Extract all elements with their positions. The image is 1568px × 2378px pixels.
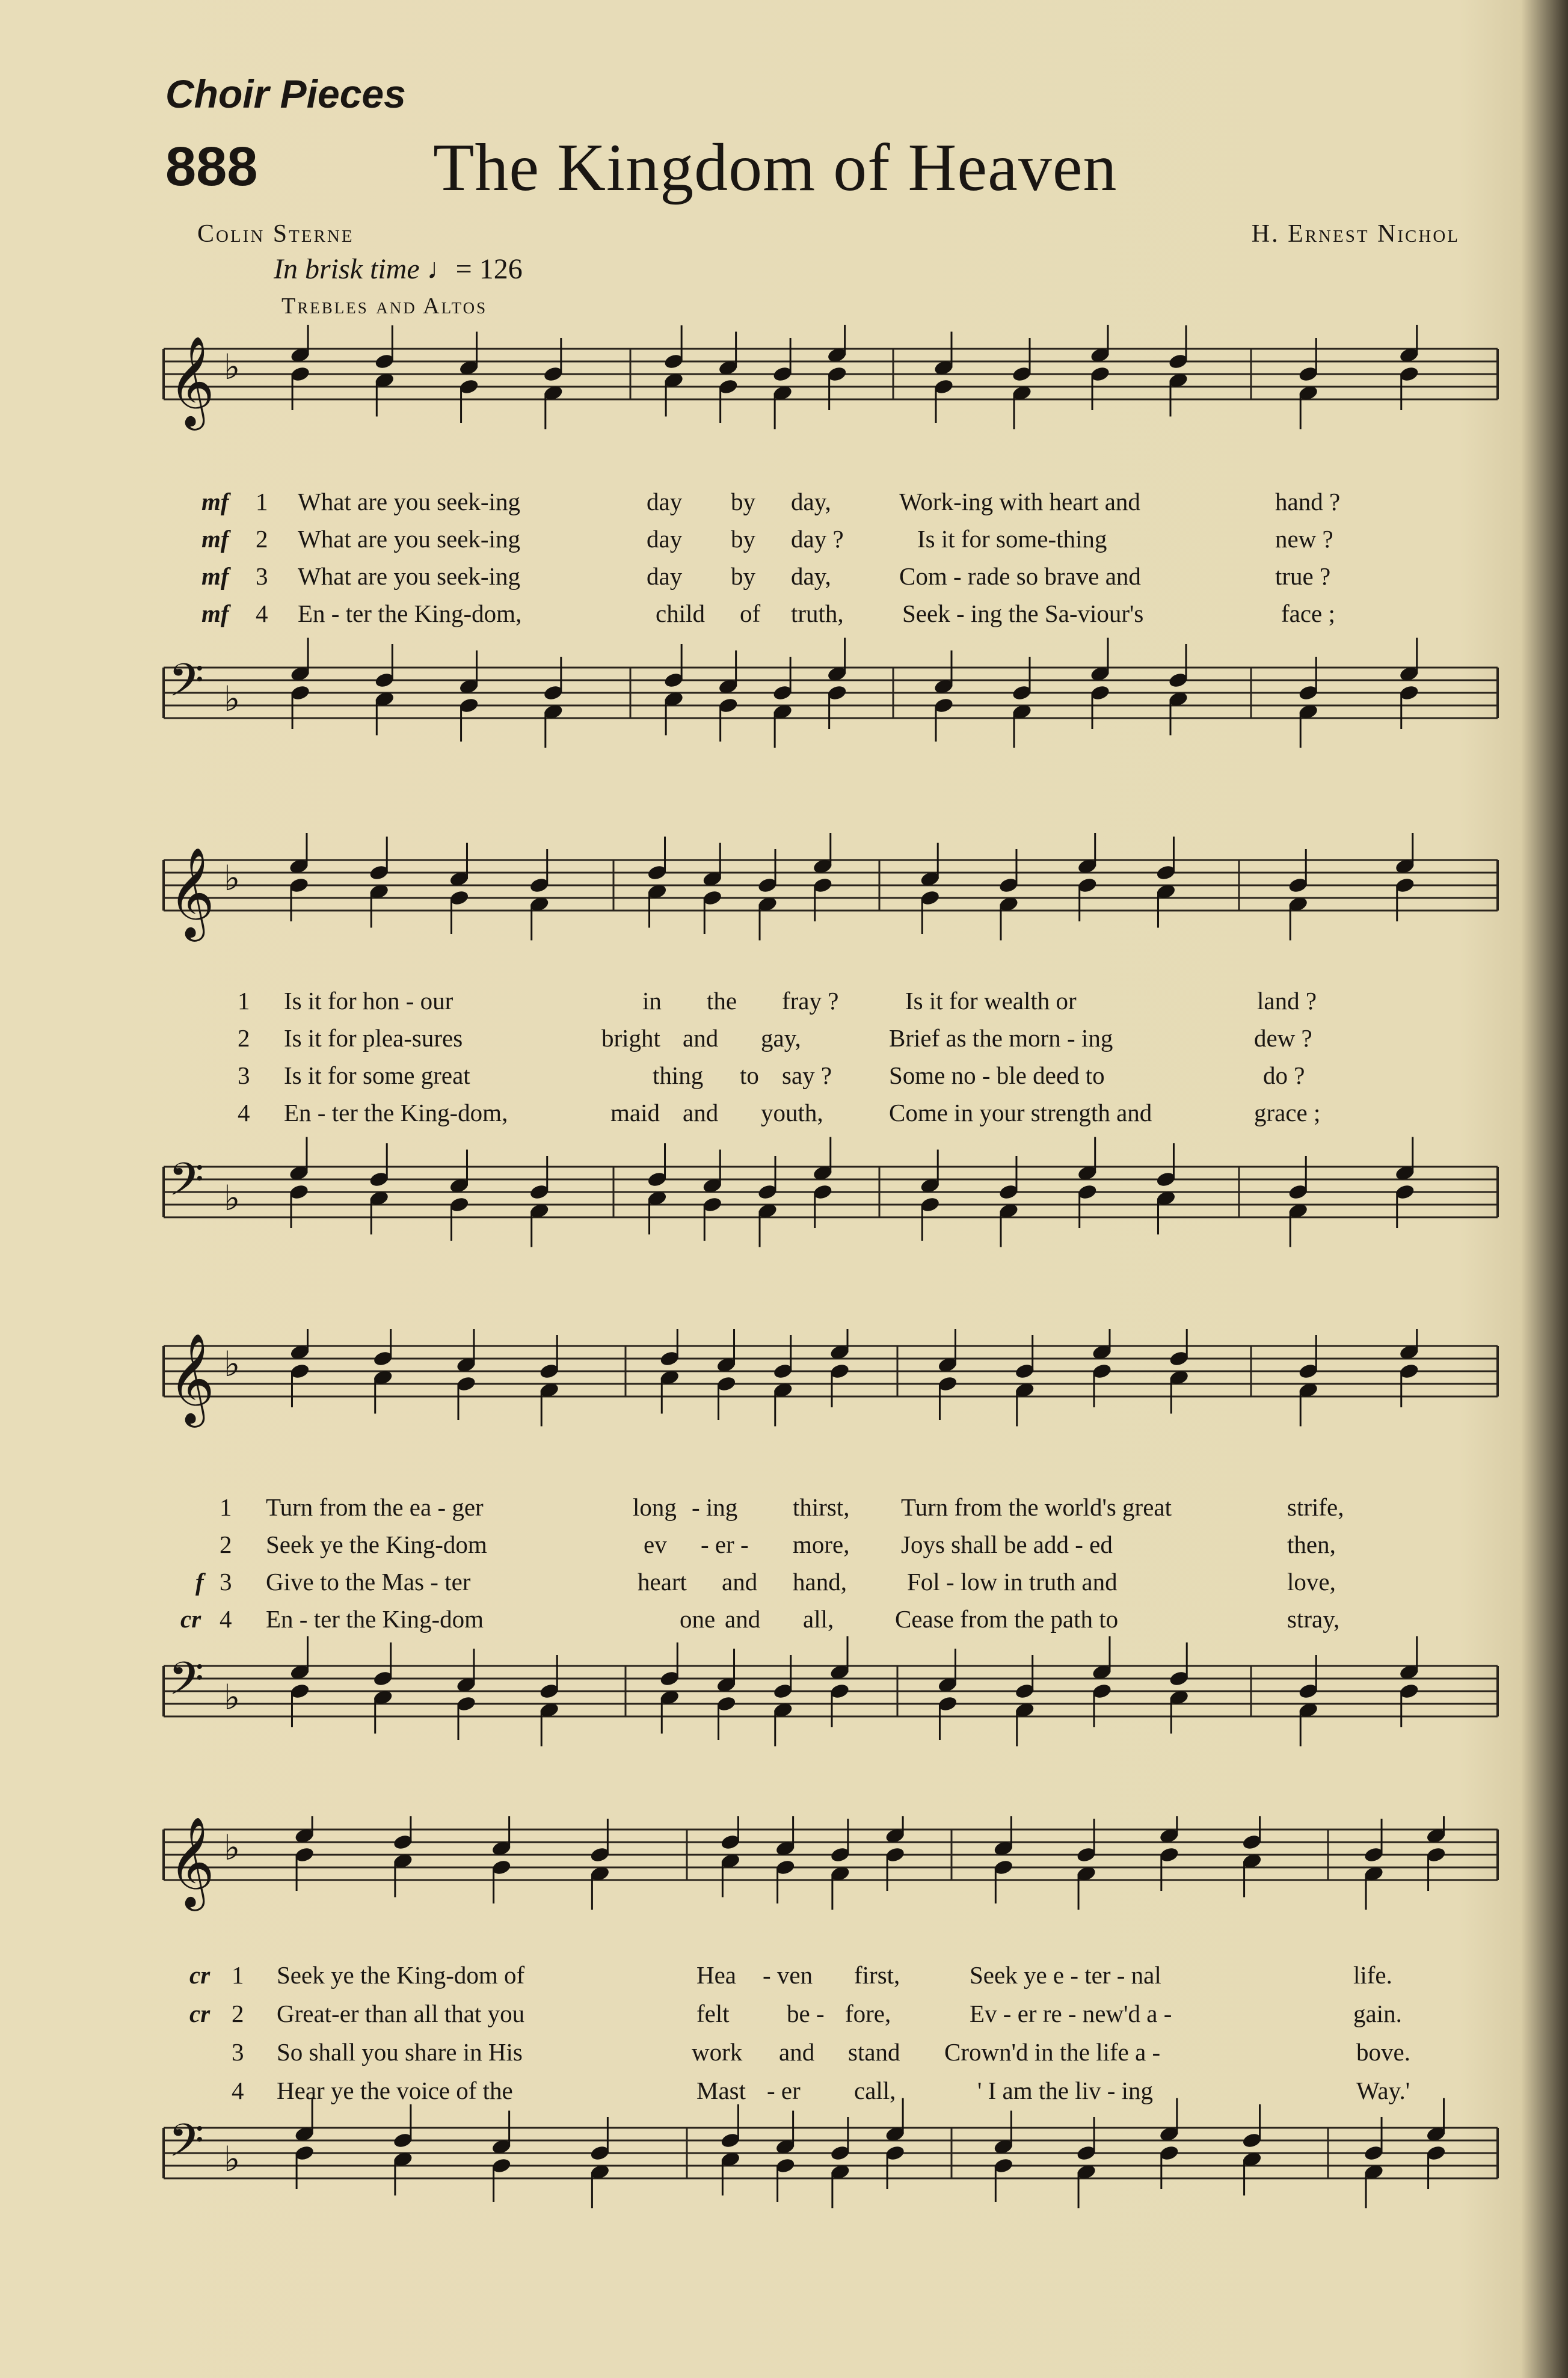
lyric-word: face ; — [1281, 600, 1335, 627]
lyric-word: bright — [601, 1024, 660, 1052]
lyric-line — [0, 599, 1568, 636]
lyric-line — [0, 1493, 1568, 1530]
bass-clef-icon: 𝄢 — [168, 1153, 204, 1217]
lyric-word: day, — [791, 562, 831, 590]
lyric-word: love, — [1287, 1568, 1336, 1596]
verse-number: 3 — [220, 1568, 232, 1596]
lyric-line — [0, 1605, 1568, 1642]
lyric-word: - ing — [692, 1493, 738, 1521]
lyric-word: all, — [803, 1605, 834, 1633]
treble-clef-icon: 𝄞 — [168, 1332, 215, 1424]
lyric-word: Hea — [696, 1961, 737, 1989]
lyric-word: fray ? — [782, 987, 839, 1015]
dynamic-mark: mf — [201, 600, 229, 627]
lyric-word: truth, — [791, 600, 844, 627]
lyric-word: child — [656, 600, 705, 627]
lyric-word: and — [725, 1605, 761, 1633]
tempo-text: In brisk time — [274, 253, 420, 285]
verse-number: 4 — [232, 2077, 244, 2104]
lyric-word: work — [692, 2038, 743, 2066]
lyric-phrase: Turn from the ea - ger — [266, 1493, 484, 1521]
lyric-word: stand — [848, 2038, 900, 2066]
lyric-word: bove. — [1356, 2038, 1410, 2066]
lyric-word: thirst, — [793, 1493, 850, 1521]
lyric-phrase: Is it for some great — [284, 1061, 470, 1089]
lyric-phrase: Come in your strength and — [889, 1099, 1152, 1126]
lyric-phrase: Work-ing with heart and — [899, 488, 1140, 515]
lyric-word: hand ? — [1275, 488, 1341, 515]
lyric-line — [0, 1961, 1568, 1998]
lyric-word: long — [633, 1493, 677, 1521]
lyric-line — [0, 1530, 1568, 1567]
lyric-word: day — [647, 562, 683, 590]
lyric-word: day — [647, 488, 683, 515]
flat-icon: ♭ — [224, 2139, 241, 2180]
lyric-phrase: En - ter the King-dom, — [298, 600, 522, 627]
lyric-word: gay, — [761, 1024, 801, 1052]
lyric-line — [0, 2076, 1568, 2113]
lyric-word: Mast — [696, 2077, 746, 2104]
verse-number: 1 — [232, 1961, 244, 1989]
lyric-phrase: En - ter the King-dom, — [284, 1099, 508, 1126]
dynamic-mark: cr — [189, 1961, 211, 1989]
lyric-line — [0, 1567, 1568, 1605]
music-system-1 — [0, 325, 1568, 794]
lyric-word: in — [642, 987, 662, 1015]
lyric-word: thing — [653, 1061, 704, 1089]
lyric-word: - ven — [763, 1961, 813, 1989]
lyric-word: the — [707, 987, 737, 1015]
lyric-word: gain. — [1353, 2000, 1402, 2027]
lyric-word: more, — [793, 1531, 850, 1558]
lyric-line — [0, 2038, 1568, 2075]
tempo-value: = 126 — [455, 253, 523, 285]
lyric-word: and — [683, 1099, 719, 1126]
lyric-line — [0, 524, 1568, 562]
lyric-phrase: What are you seek-ing — [298, 525, 520, 553]
lyricist-credit: Colin Sterne — [197, 220, 354, 248]
lyric-word: of — [740, 600, 761, 627]
voice-label: Trebles and Altos — [281, 293, 488, 319]
dynamic-mark: cr — [189, 2000, 211, 2027]
lyric-line — [0, 1024, 1568, 1061]
lyric-phrase: Seek ye the King-dom — [266, 1531, 487, 1558]
lyric-line — [0, 487, 1568, 524]
lyric-phrase: What are you seek-ing — [298, 488, 520, 515]
flat-icon: ♭ — [224, 1344, 241, 1384]
lyric-phrase: Com - rade so brave and — [899, 562, 1141, 590]
lyric-word: dew ? — [1254, 1024, 1312, 1052]
quarter-note-icon: ♩ — [426, 253, 456, 285]
lyric-phrase: So shall you share in His — [277, 2038, 523, 2066]
verse-number: 3 — [256, 562, 268, 590]
music-system-2 — [0, 833, 1568, 1290]
section-heading: Choir Pieces — [165, 72, 406, 116]
hymn-title: The Kingdom of Heaven — [433, 131, 1118, 205]
lyric-phrase: En - ter the King-dom — [266, 1605, 484, 1633]
dynamic-mark: f — [195, 1568, 204, 1596]
music-system-4 — [0, 1816, 1568, 2273]
lyric-word: stray, — [1287, 1605, 1340, 1633]
lyric-word: one — [680, 1605, 716, 1633]
lyric-word: new ? — [1275, 525, 1333, 553]
bass-clef-icon: 𝄢 — [168, 1652, 204, 1716]
lyric-phrase: Seek - ing the Sa-viour's — [902, 600, 1144, 627]
lyric-phrase: Is it for hon - our — [284, 987, 453, 1015]
verse-number: 3 — [232, 2038, 244, 2066]
verse-number: 4 — [238, 1099, 250, 1126]
flat-icon: ♭ — [224, 1178, 241, 1218]
lyric-word: by — [731, 525, 755, 553]
lyric-word: true ? — [1275, 562, 1331, 590]
lyric-line — [0, 1098, 1568, 1135]
lyric-phrase: Is it for some-thing — [917, 525, 1107, 553]
flat-icon: ♭ — [224, 678, 241, 719]
lyric-line — [0, 1999, 1568, 2036]
verse-number: 3 — [238, 1061, 250, 1089]
lyric-word: and — [779, 2038, 815, 2066]
flat-icon: ♭ — [224, 858, 241, 899]
music-system-3 — [0, 1329, 1568, 1774]
lyric-phrase: Joys shall be add - ed — [901, 1531, 1113, 1558]
dynamic-mark: mf — [201, 525, 229, 553]
treble-clef-icon: 𝄞 — [168, 846, 215, 938]
lyric-word: and — [683, 1024, 719, 1052]
lyric-word: heart — [638, 1568, 687, 1596]
bass-clef-icon: 𝄢 — [168, 2114, 204, 2178]
dynamic-mark: mf — [201, 488, 229, 515]
lyric-word: be - — [787, 2000, 825, 2027]
lyric-line — [0, 1061, 1568, 1098]
lyric-word: - er - — [701, 1531, 749, 1558]
lyric-word: day, — [791, 488, 831, 515]
lyric-word: fore, — [845, 2000, 891, 2027]
lyric-word: hand, — [793, 1568, 847, 1596]
verse-number: 4 — [220, 1605, 232, 1633]
lyric-word: do ? — [1263, 1061, 1305, 1089]
lyric-phrase: Cease from the path to — [895, 1605, 1119, 1633]
lyric-word: say ? — [782, 1061, 832, 1089]
lyric-word: by — [731, 562, 755, 590]
lyric-word: ev — [644, 1531, 667, 1558]
lyric-phrase: Seek ye the King-dom of — [277, 1961, 525, 1989]
lyric-phrase: Is it for wealth or — [905, 987, 1077, 1015]
verse-number: 1 — [220, 1493, 232, 1521]
lyric-word: life. — [1353, 1961, 1392, 1989]
lyric-phrase: Some no - ble deed to — [889, 1061, 1105, 1089]
lyric-line — [0, 562, 1568, 599]
lyric-phrase: Great-er than all that you — [277, 2000, 525, 2027]
lyric-phrase: Turn from the world's great — [901, 1493, 1172, 1521]
verse-number: 2 — [256, 525, 268, 553]
flat-icon: ♭ — [224, 1677, 241, 1718]
lyric-word: felt — [696, 2000, 730, 2027]
lyric-word: youth, — [761, 1099, 823, 1126]
lyric-phrase: What are you seek-ing — [298, 562, 520, 590]
lyric-phrase: Crown'd in the life a - — [944, 2038, 1161, 2066]
composer-credit: H. Ernest Nichol — [1251, 220, 1460, 248]
dynamic-mark: mf — [201, 562, 229, 590]
tempo-marking — [274, 253, 523, 286]
lyric-phrase: ' I am the liv - ing — [977, 2077, 1154, 2104]
lyric-phrase: Ev - er re - new'd a - — [970, 2000, 1172, 2027]
lyric-phrase: Fol - low in truth and — [907, 1568, 1118, 1596]
treble-clef-icon: 𝄞 — [168, 335, 215, 426]
verse-number: 2 — [220, 1531, 232, 1558]
lyric-phrase: Hear ye the voice of the — [277, 2077, 513, 2104]
lyric-line — [0, 986, 1568, 1024]
lyric-word: land ? — [1257, 987, 1317, 1015]
lyric-word: grace ; — [1254, 1099, 1321, 1126]
hymn-number: 888 — [165, 136, 258, 197]
lyric-word: strife, — [1287, 1493, 1344, 1521]
verse-number: 2 — [238, 1024, 250, 1052]
treble-clef-icon: 𝄞 — [168, 1816, 215, 1907]
lyric-phrase: Give to the Mas - ter — [266, 1568, 471, 1596]
lyric-word: Way.' — [1356, 2077, 1410, 2104]
lyric-phrase: Brief as the morn - ing — [889, 1024, 1113, 1052]
lyric-word: call, — [854, 2077, 896, 2104]
verse-number: 1 — [238, 987, 250, 1015]
lyric-word: day ? — [791, 525, 844, 553]
lyric-word: by — [731, 488, 755, 515]
verse-number: 2 — [232, 2000, 244, 2027]
lyric-word: to — [740, 1061, 759, 1089]
flat-icon: ♭ — [224, 1827, 241, 1868]
lyric-phrase: Is it for plea-sures — [284, 1024, 463, 1052]
bass-clef-icon: 𝄢 — [168, 654, 204, 718]
lyric-word: and — [722, 1568, 758, 1596]
lyric-phrase: Seek ye e - ter - nal — [970, 1961, 1161, 1989]
lyric-word: - er — [767, 2077, 801, 2104]
lyric-word: first, — [854, 1961, 900, 1989]
flat-icon: ♭ — [224, 346, 241, 387]
verse-number: 4 — [256, 600, 268, 627]
lyric-word: maid — [610, 1099, 660, 1126]
lyric-word: then, — [1287, 1531, 1336, 1558]
dynamic-mark: cr — [180, 1605, 201, 1633]
verse-number: 1 — [256, 488, 268, 515]
lyric-word: day — [647, 525, 683, 553]
